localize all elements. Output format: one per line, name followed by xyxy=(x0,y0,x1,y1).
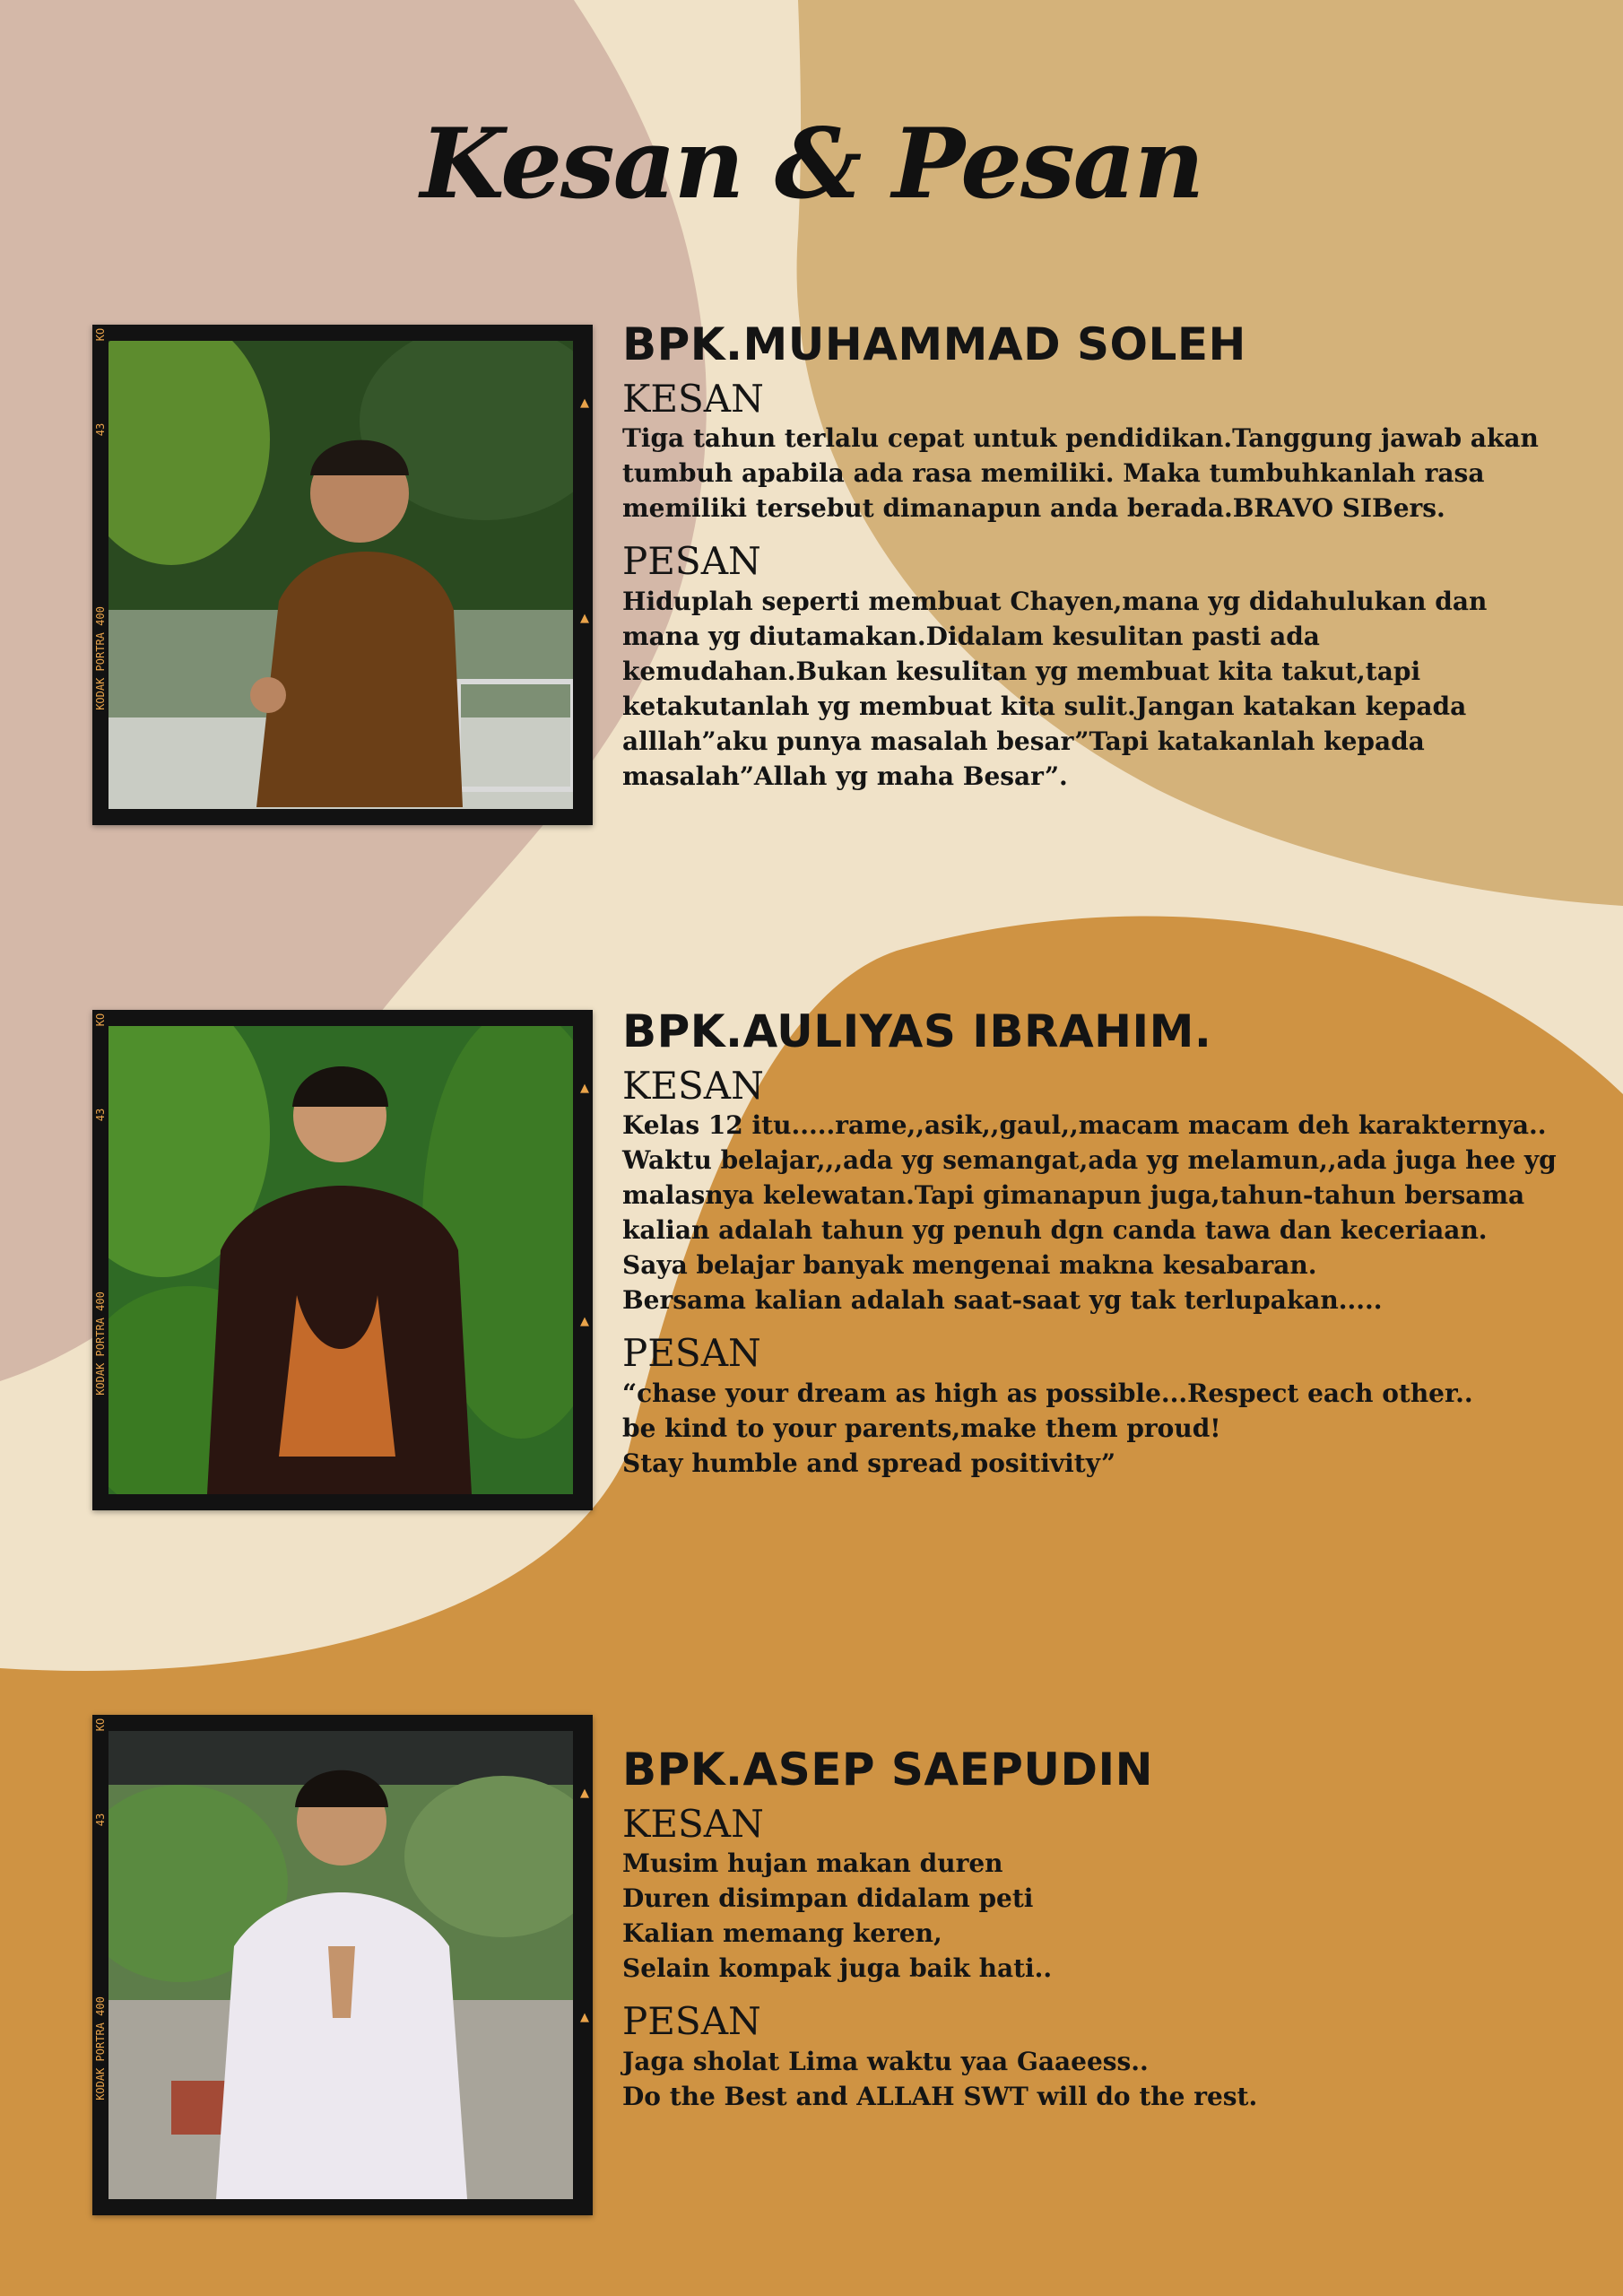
pesan-text: Hiduplah seperti membuat Chayen,mana yg didahulukan dan mana yg diutamakan.Didalam kesulitan pasti ada kemudahan.Bukan kesulitan yg membuat kita takut,tapi ketakutanlah yg membuat kita sulit.Jangan katakan kepada alllah”aku punya masalah besar”Tapi katakanlah kepada masalah”Allah yg maha Besar”. xyxy=(622,586,1488,791)
film-edge-label: KO 43 KODAK PORTRA 400 xyxy=(94,327,107,710)
film-edge-label: KO 43 KODAK PORTRA 400 xyxy=(94,1718,107,2100)
kesan-heading: KESAN xyxy=(622,1802,764,1846)
kesan-text: Musim hujan makan duren Duren disimpan didalam peti Kalian memang keren, Selain kompak juga baik hati.. xyxy=(622,1848,1053,1984)
teacher-name: BPK.AULIYAS IBRAHIM. xyxy=(622,1005,1212,1057)
kesan-text: Kelas 12 itu.....rame,,asik,,gaul,,macam macam deh karakternya.. Waktu belajar,,,ada yg semangat,ada yg melamun,,ada juga hee yg malasnya kelewatan.Tapi gimanapun juga,tahun-tahun bersama kalian adalah tahun yg penuh dgn canda tawa dan keceriaan. Saya belajar banyak mengenai makna kesabaran. Bersama kalian adalah saat-saat yg tak terlupakan..... xyxy=(622,1110,1557,1316)
teacher-photo xyxy=(108,1026,573,1494)
photo-frame: KO 43 KODAK PORTRA 400 ▲ ▲ xyxy=(92,1715,593,2215)
pesan-heading: PESAN xyxy=(622,539,761,584)
kesan-heading: KESAN xyxy=(622,1064,764,1108)
teacher-name: BPK.MUHAMMAD SOLEH xyxy=(622,318,1246,370)
pesan-text: Jaga sholat Lima waktu yaa Gaaeess.. Do the Best and ALLAH SWT will do the rest. xyxy=(622,2046,1258,2111)
page-title: Kesan & Pesan xyxy=(420,108,1203,221)
teacher-photo xyxy=(108,341,573,809)
pesan-heading: PESAN xyxy=(622,1999,761,2044)
film-edge-label: KO 43 KODAK PORTRA 400 xyxy=(94,1013,107,1396)
photo-frame: KO 43 KODAK PORTRA 400 ▲ ▲ xyxy=(92,1010,593,1510)
kesan-text: Tiga tahun terlalu cepat untuk pendidikan.Tanggung jawab akan tumbuh apabila ada rasa memiliki. Maka tumbuhkanlah rasa memiliki tersebut dimanapun anda berada.BRAVO SIBers. xyxy=(622,423,1539,524)
teacher-photo xyxy=(108,1731,573,2199)
kesan-heading: KESAN xyxy=(622,377,764,421)
pesan-heading: PESAN xyxy=(622,1331,761,1376)
pesan-text: “chase your dream as high as possible...Respect each other.. be kind to your parents,make them proud! Stay humble and spread positivity” xyxy=(622,1378,1473,1478)
photo-frame: KO 43 KODAK PORTRA 400 ▲ ▲ xyxy=(92,325,593,825)
teacher-name: BPK.ASEP SAEPUDIN xyxy=(622,1744,1153,1796)
